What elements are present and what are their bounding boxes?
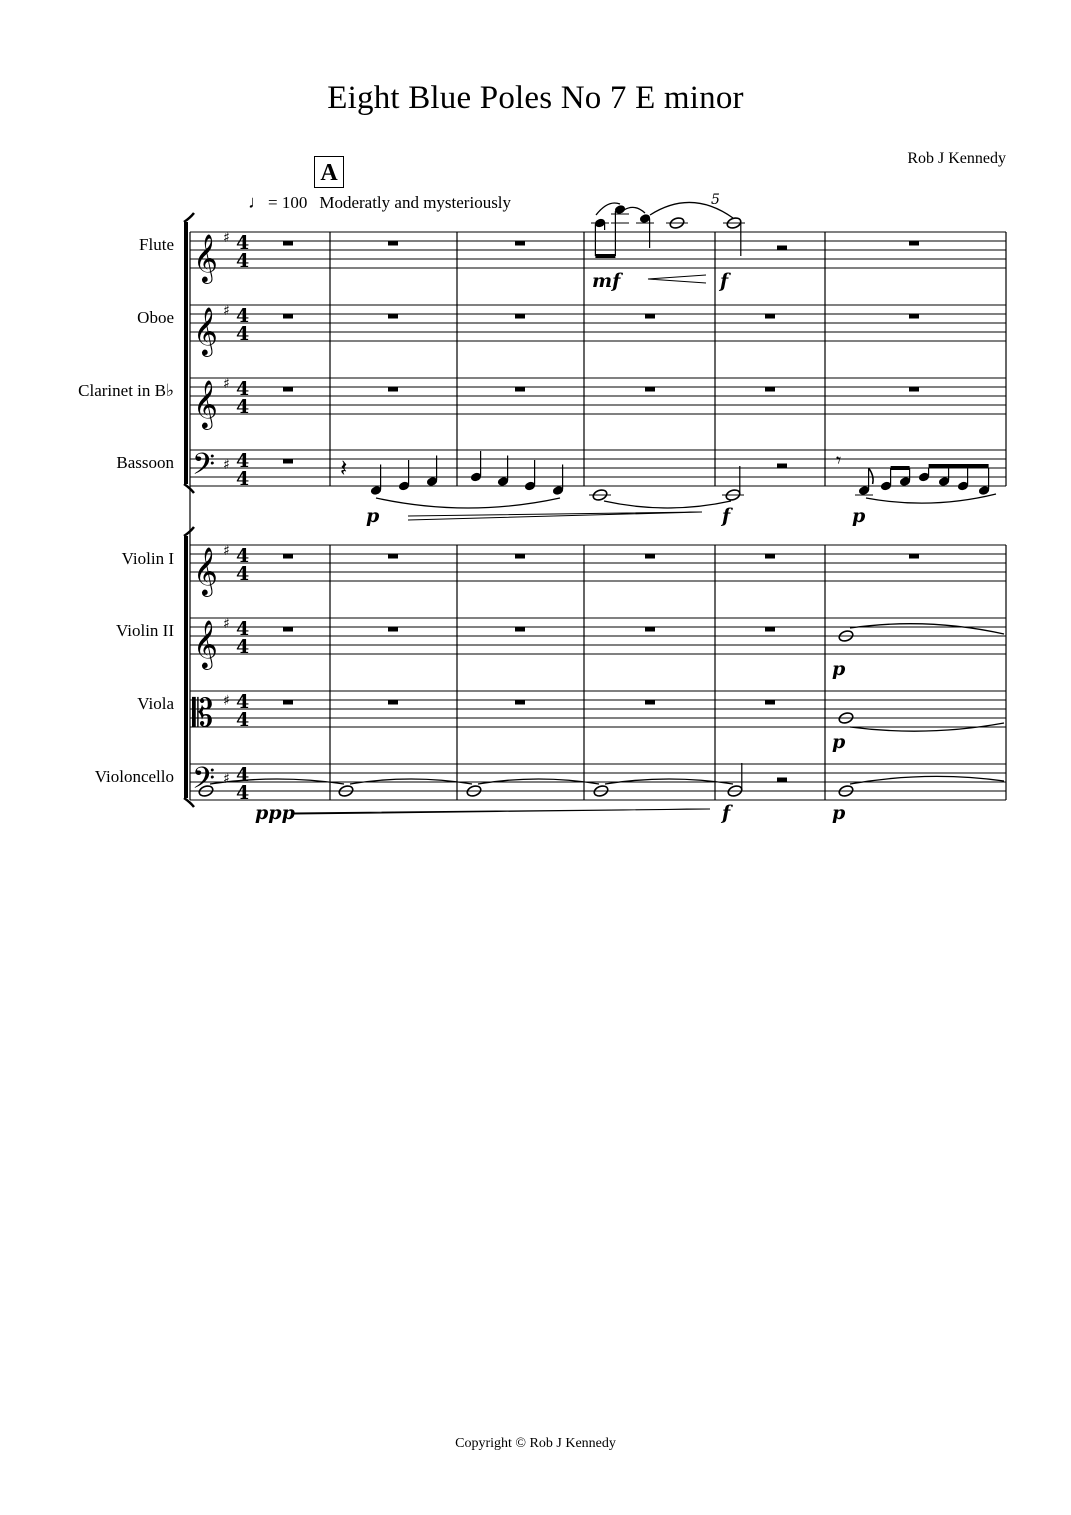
whole-rest bbox=[388, 241, 398, 246]
time-signature-bottom: 4 bbox=[236, 636, 250, 658]
time-signature-top: 4 bbox=[236, 545, 250, 567]
whole-rest bbox=[283, 459, 293, 464]
whole-rest bbox=[388, 554, 398, 559]
time-signature-top: 4 bbox=[236, 764, 250, 786]
whole-rest bbox=[283, 241, 293, 246]
whole-rest bbox=[765, 554, 775, 559]
crescendo-hairpin bbox=[648, 275, 706, 283]
whole-rest bbox=[283, 314, 293, 319]
time-signature-bottom: 4 bbox=[236, 323, 250, 345]
sharp-icon: ♯ bbox=[223, 771, 230, 787]
slur bbox=[624, 207, 645, 213]
whole-rest bbox=[645, 554, 655, 559]
rehearsal-mark: A bbox=[314, 156, 344, 188]
treble-clef-icon: 𝄞 bbox=[193, 306, 218, 355]
whole-rest bbox=[388, 627, 398, 632]
tuplet-number: 5 bbox=[711, 192, 720, 208]
whole-rest bbox=[765, 387, 775, 392]
whole-rest bbox=[909, 314, 919, 319]
slur bbox=[650, 202, 733, 218]
instrument-label-oboe: Oboe bbox=[137, 308, 174, 327]
whole-rest bbox=[909, 387, 919, 392]
alto-clef-icon: 𝄡 bbox=[192, 691, 214, 735]
instrument-label-flute: Flute bbox=[139, 235, 174, 254]
whole-rest bbox=[515, 554, 525, 559]
sharp-icon: ♯ bbox=[223, 457, 230, 473]
whole-rest bbox=[283, 554, 293, 559]
time-signature-top: 4 bbox=[236, 618, 250, 640]
time-signature-bottom: 4 bbox=[236, 250, 250, 272]
sharp-icon: ♯ bbox=[223, 616, 230, 632]
tempo-text: Moderatly and mysteriously bbox=[319, 193, 512, 212]
music-content bbox=[198, 192, 1004, 824]
bass-clef-icon: 𝄢 bbox=[192, 448, 216, 489]
whole-rest bbox=[515, 387, 525, 392]
dynamic-ppp: ppp bbox=[255, 802, 295, 824]
instrument-label-clarinet: Clarinet in B♭ bbox=[78, 381, 174, 400]
whole-rest bbox=[283, 700, 293, 705]
whole-rest bbox=[909, 241, 919, 246]
whole-rest bbox=[645, 700, 655, 705]
time-signature-bottom: 4 bbox=[236, 782, 250, 804]
staff-lines bbox=[190, 232, 1006, 800]
whole-rest bbox=[515, 627, 525, 632]
whole-rest bbox=[765, 314, 775, 319]
slur bbox=[850, 776, 1004, 784]
dynamic-p: p bbox=[852, 505, 866, 527]
crescendo-hairpin bbox=[294, 809, 710, 814]
instrument-label-violin1: Violin I bbox=[121, 549, 174, 568]
half-rest bbox=[777, 246, 787, 251]
half-rest bbox=[777, 464, 787, 469]
composer-name: Rob J Kennedy bbox=[907, 150, 1006, 167]
instrument-label-cello: Violoncello bbox=[94, 767, 174, 786]
treble-clef-icon: 𝄞 bbox=[193, 546, 218, 595]
slur bbox=[376, 498, 560, 508]
treble-clef-icon: 𝄞 bbox=[193, 619, 218, 668]
whole-rest bbox=[515, 241, 525, 246]
time-signature-bottom: 4 bbox=[236, 396, 250, 418]
whole-rest bbox=[645, 314, 655, 319]
instrument-label-violin2: Violin II bbox=[116, 621, 174, 640]
instrument-label-bassoon: Bassoon bbox=[116, 453, 174, 472]
time-signature-bottom: 4 bbox=[236, 709, 250, 731]
whole-rest bbox=[283, 387, 293, 392]
whole-rest bbox=[765, 627, 775, 632]
time-signature-top: 4 bbox=[236, 305, 250, 327]
eighth-rest-icon: 𝄾 bbox=[836, 448, 842, 472]
dynamic-p: p bbox=[832, 802, 846, 824]
treble-clef-icon: 𝄞 bbox=[193, 233, 218, 282]
whole-rest bbox=[388, 314, 398, 319]
time-signature-bottom: 4 bbox=[236, 468, 250, 490]
dynamic-f: f bbox=[722, 505, 731, 527]
whole-rest bbox=[515, 700, 525, 705]
whole-rest bbox=[515, 314, 525, 319]
whole-rest bbox=[909, 554, 919, 559]
whole-rest bbox=[388, 387, 398, 392]
whole-rest bbox=[645, 627, 655, 632]
sharp-icon: ♯ bbox=[223, 543, 230, 559]
crescendo-hairpin bbox=[408, 512, 702, 520]
time-signature-top: 4 bbox=[236, 691, 250, 713]
treble-clef-icon: 𝄞 bbox=[193, 379, 218, 428]
slur bbox=[866, 494, 996, 503]
whole-rest bbox=[283, 627, 293, 632]
time-signature-bottom: 4 bbox=[236, 563, 250, 585]
whole-rest bbox=[765, 700, 775, 705]
slur bbox=[604, 501, 731, 508]
sharp-icon: ♯ bbox=[223, 693, 230, 709]
tempo-bpm: = 100 bbox=[268, 193, 308, 212]
page-title: Eight Blue Poles No 7 E minor bbox=[327, 80, 744, 116]
half-rest bbox=[777, 778, 787, 783]
dynamic-f: f bbox=[720, 270, 729, 292]
sharp-icon: ♯ bbox=[223, 303, 230, 319]
dynamic-p: p bbox=[832, 658, 846, 680]
time-signature-top: 4 bbox=[236, 232, 250, 254]
quarter-note-icon: ♩ bbox=[248, 192, 266, 212]
barlines bbox=[190, 232, 1006, 800]
copyright-notice: Copyright © Rob J Kennedy bbox=[455, 1436, 616, 1451]
instrument-label-viola: Viola bbox=[137, 694, 174, 713]
whole-rest bbox=[645, 387, 655, 392]
time-signature-top: 4 bbox=[236, 450, 250, 472]
time-signature-top: 4 bbox=[236, 378, 250, 400]
sharp-icon: ♯ bbox=[223, 376, 230, 392]
sharp-icon: ♯ bbox=[223, 230, 230, 246]
slur bbox=[850, 624, 1004, 634]
bass-clef-icon: 𝄢 bbox=[192, 762, 216, 803]
dynamic-mf: mf bbox=[592, 270, 621, 292]
dynamic-p: p bbox=[366, 505, 380, 527]
dynamic-f: f bbox=[722, 802, 731, 824]
note-flag bbox=[869, 468, 874, 484]
whole-rest bbox=[388, 700, 398, 705]
quarter-rest-icon: 𝄽 bbox=[340, 454, 348, 482]
dynamic-p: p bbox=[832, 731, 846, 753]
